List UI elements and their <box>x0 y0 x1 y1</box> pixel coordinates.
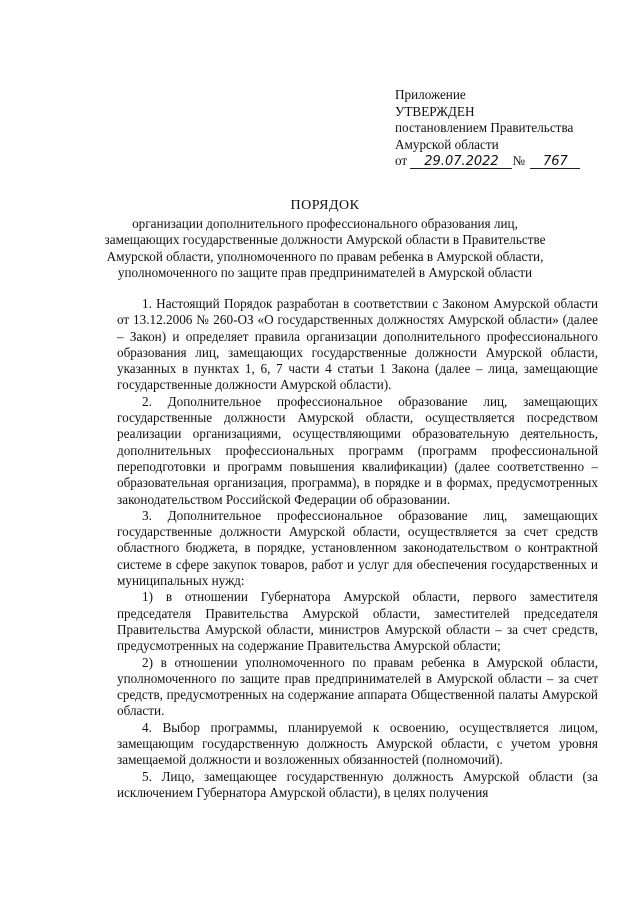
paragraph: 2. Дополнительное профессиональное образование лиц, замещающих государственные должности Амурской области, осуществляется посредством реализации организациями, осуществляющими образовательную деятельность, дополнительных профессиональных программ (программ профессиональной переподготовки и программ повышения квалификации) (далее соответственно – образовательная организация, программа), в порядке и в формах, предусмотренных законодательством Российской Федерации об образовании. <box>117 393 598 507</box>
approval-decree-label: постановлением Правительства <box>395 120 574 135</box>
document-title-block <box>96 198 554 282</box>
approval-from-label: от <box>395 153 408 168</box>
document-subtitle: организации дополнительного профессионального образования лиц, замещающих государственные должности Амурской области в Правительстве Амурской области, уполномоченного по правам ребенка в Амурской области, уполномоченного по защите прав предпринимателей в Амурской области <box>104 215 546 280</box>
approval-number: 767 <box>530 155 580 169</box>
approval-approved-label: УТВЕРЖДЕН <box>395 103 475 119</box>
approval-block <box>395 87 625 170</box>
approval-region-label: Амурской области <box>395 136 499 152</box>
paragraph: 4. Выбор программы, планируемой к освоению, осуществляется лицом, замещающим государственную должность Амурской области, с учетом уровня замещаемой должности и возложенных обязанностей (полномочий). <box>117 719 598 768</box>
document-body <box>117 296 598 801</box>
paragraph: 2) в отношении уполномоченного по правам ребенка в Амурской области, уполномоченного по защите прав предпринимателей в Амурской области – за счет средств, предусмотренных на содержание аппарата Общественной палаты Амурской области. <box>117 654 598 719</box>
approval-appendix-label: Приложение <box>395 87 466 102</box>
approval-date: 29.07.2022 <box>410 155 512 169</box>
document-heading: ПОРЯДОК <box>290 198 360 213</box>
approval-date-number-line <box>395 153 625 170</box>
approval-number-label: № <box>512 153 526 168</box>
paragraph: 1. Настоящий Порядок разработан в соответствии с Законом Амурской области от 13.12.2006 № 260-ОЗ «О государственных должностях Амурской области» (далее – Закон) и определяет правила организации дополнительного профессионального образования лиц, замещающих государственные должности Амурской области, указанных в пунктах 1, 6, 7 части 4 статьи 1 Закона (далее – лица, замещающие государственные должности Амурской области). <box>117 296 598 393</box>
paragraph: 3. Дополнительное профессиональное образование лиц, замещающих государственные должности Амурской области, осуществляется за счет средств областного бюджета, в порядке, установленном законодательством о контрактной системе в сфере закупок товаров, работ и услуг для обеспечения государственных и муниципальных нужд: <box>117 507 598 589</box>
paragraph: 1) в отношении Губернатора Амурской области, первого заместителя председателя Правительства Амурской области, заместителей председателя Правительства Амурской области, министров Амурской области – за счет средств, предусмотренных на содержание Правительства Амурской области; <box>117 589 598 654</box>
paragraph: 5. Лицо, замещающее государственную должность Амурской области (за исключением Губернатора Амурской области), в целях получения <box>117 768 598 800</box>
